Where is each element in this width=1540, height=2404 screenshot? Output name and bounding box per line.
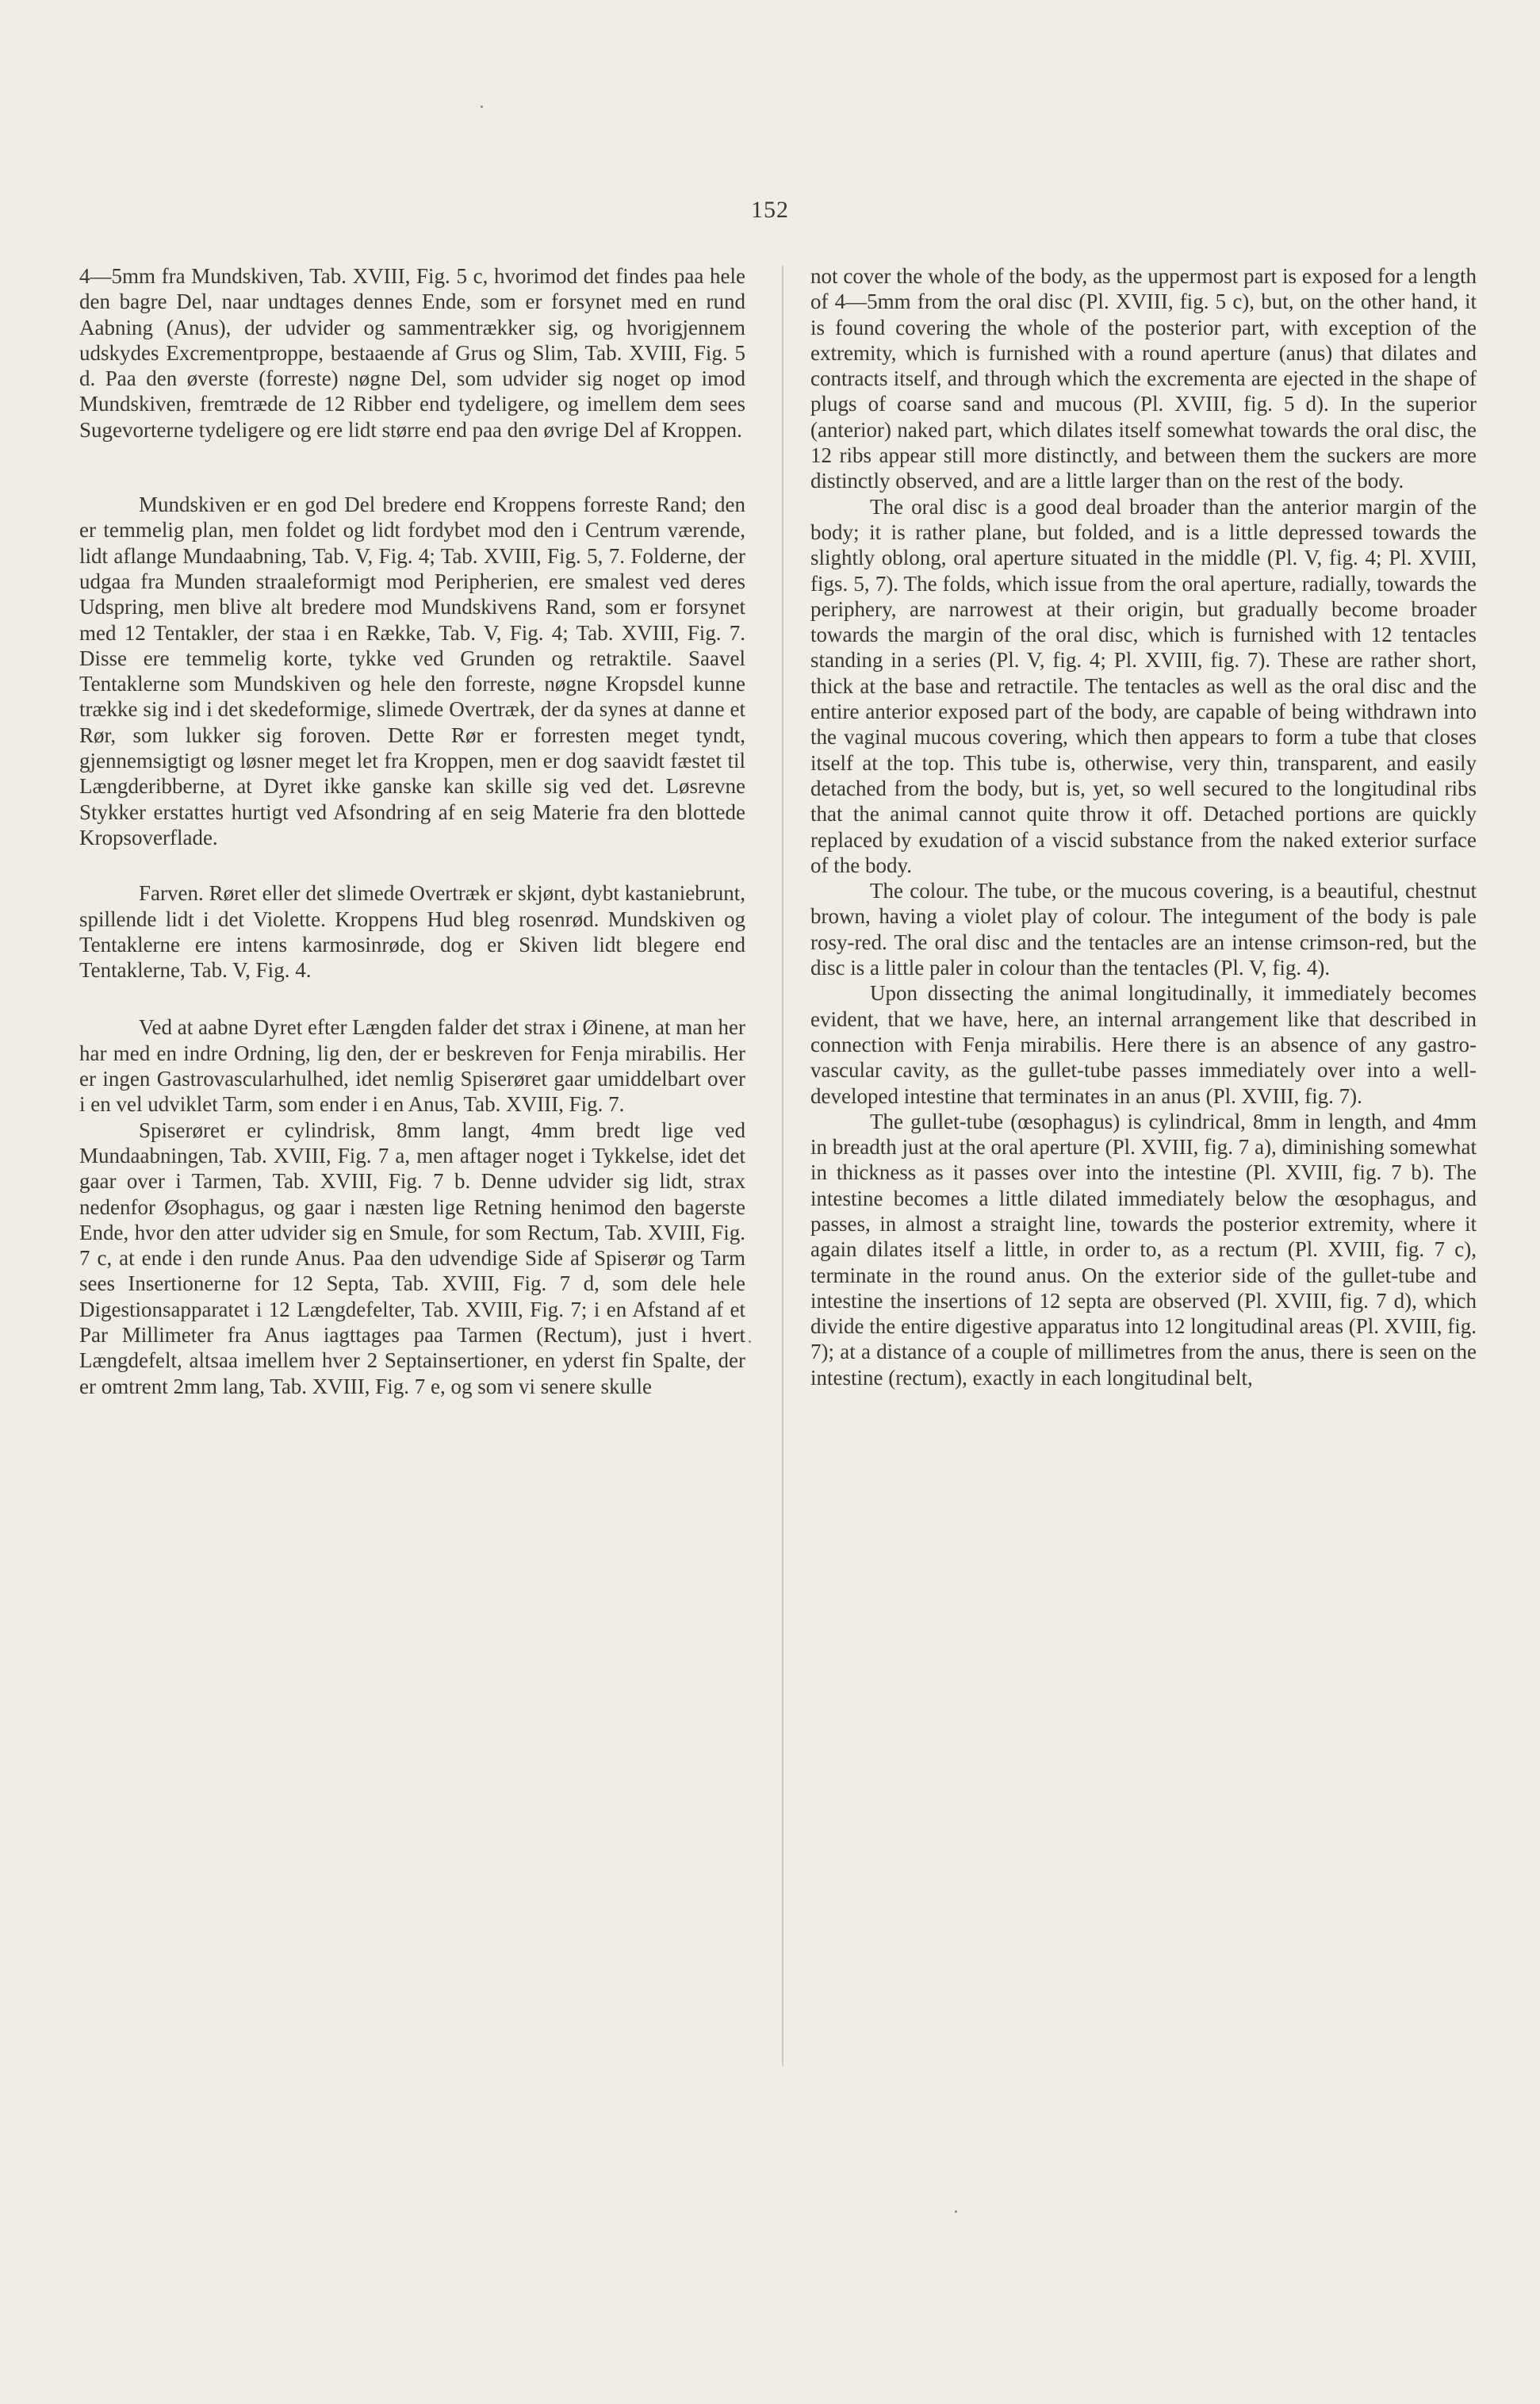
speck-mark: [749, 1340, 751, 1343]
danish-text-column: [79, 263, 745, 1399]
paragraph-mundskiven: Mundskiven er en god Del bredere end Kroppens forreste Rand; den er temmelig plan, men foldet og lidt fordybet mod den i Centrum værende, lidt aflange Mundaabning, Tab. V, Fig. 4; Tab. XVIII, Fig. 5, 7. Folderne, der udgaa fra Munden straaleformigt mod Peripherien, ere smalest ved deres Udspring, men blive alt bredere mod Mundskivens Rand, som er forsynet med 12 Tentakler, der staa i en Række, Tab. V, Fig. 4; Tab. XVIII, Fig. 7. Disse ere temmelig korte, tykke ved Grunden og retraktile. Saavel Tentaklerne som Mundskiven og hele den forreste, nøgne Kropsdel kunne trække sig ind i det skedeformige, slimede Overtræk, der da synes at danne et Rør, som lukker sig foroven. Dette Rør er forresten meget tyndt, gjennemsigtigt og løsner meget let fra Kroppen, men er dog saavidt fæstet til Længderibberne, at Dyret ikke ganske kan skille sig ved det. Løsrevne Stykker erstattes hurtigt ved Afsondring af en seig Materie fra den blottede Kropsoverflade.: [79, 493, 745, 849]
speck-mark: [955, 2210, 957, 2213]
english-text-column: [810, 263, 1477, 1390]
paragraph-gullet-tube: The gullet-tube (œsophagus) is cylindrical, 8mm in length, and 4mm in breadth just at the oral aperture (Pl. XVIII, fig. 7 a), diminishing somewhat in thickness as it passes over into the intestine (Pl. XVIII, fig. 7 b). The intestine becomes a little dilated immediately below the œsophagus, and passes, in almost a straight line, towards the posterior extremity, where it again dilates itself a little, in order to, as a rectum (Pl. XVIII, fig. 7 c), terminate in the round anus. On the exterior side of the gullet-tube and intestine the insertions of 12 septa are observed (Pl. XVIII, fig. 7 d), which divide the entire digestive apparatus into 12 longitudinal areas (Pl. XVIII, fig. 7); at a distance of a couple of millimetres from the anus, there is seen on the intestine (rectum), exactly in each longitudinal belt,: [810, 1109, 1477, 1390]
paragraph-continuation-en: not cover the whole of the body, as the uppermost part is exposed for a length of 4—5mm from the oral disc (Pl. XVIII, fig. 5 c), but, on the other hand, it is found covering the whole of the posterior part, with exception of the extremity, which is furnished with a round aperture (anus) that dilates and contracts itself, and through which the excrementa are ejected in the shape of plugs of coarse sand and mucous (Pl. XVIII, fig. 5 d). In the superior (anterior) naked part, which dilates itself somewhat towards the oral disc, the 12 ribs appear still more distinctly, and between them the suckers are more distinctly observed, and are a little larger than on the rest of the body.: [810, 264, 1477, 493]
paragraph-spiseroret: Spiserøret er cylindrisk, 8mm langt, 4mm bredt lige ved Mundaabningen, Tab. XVIII, Fig. 7 a, men aftager noget i Tykkelse, idet det gaar over i Tarmen, Tab. XVIII, Fig. 7 b. Denne udvider sig lidt, strax nedenfor Øsophagus, og gaar i næsten lige Retning henimod den bagerste Ende, hvor den atter udvider sig en Smule, for som Rectum, Tab. XVIII, Fig. 7 c, at ende i den runde Anus. Paa den udvendige Side af Spiserør og Tarm sees Insertionerne for 12 Septa, Tab. XVIII, Fig. 7 d, som dele hele Digestionsapparatet i 12 Længdefelter, Tab. XVIII, Fig. 7; i en Afstand af et Par Millimeter fra Anus iagttages paa Tarmen (Rectum), just i hvert Længdefelt, altsaa imellem hver 2 Septainsertioner, en yderst fin Spalte, der er omtrent 2mm lang, Tab. XVIII, Fig. 7 e, og som vi senere skulle: [79, 1118, 745, 1398]
paragraph-dissection: Ved at aabne Dyret efter Længden falder det strax i Øinene, at man her har med en indre Ordning, lig den, der er beskreven for Fenja mirabilis. Her er ingen Gastrovascularhulhed, idet nemlig Spiserøret gaar umiddelbart over i en vel udviklet Tarm, som ender i en Anus, Tab. XVIII, Fig. 7.: [79, 1015, 745, 1117]
paragraph-colour: The colour. The tube, or the mucous covering, is a beautiful, chestnut brown, having a violet play of colour. The integument of the body is pale rosy-red. The oral disc and the tentacles are an intense crimson-red, but the disc is a little paler in colour than the tentacles (Pl. V, fig. 4).: [810, 879, 1477, 980]
speck-mark: [481, 105, 483, 108]
paragraph-oral-disc: The oral disc is a good deal broader than the anterior margin of the body; it is rather plane, but folded, and is a little depressed towards the slightly oblong, oral aperture situated in the middle (Pl. V, fig. 4; Pl. XVIII, figs. 5, 7). The folds, which issue from the oral aperture, radially, towards the periphery, are narrowest at their origin, but gradually become broader towards the margin of the oral disc, which is furnished with 12 tentacles standing in a series (Pl. V, fig. 4; Pl. XVIII, fig. 7). These are rather short, thick at the base and retractile. The tentacles as well as the oral disc and the entire anterior exposed part of the body, are capable of being withdrawn into the vaginal mucous covering, which then appears to form a tube that closes itself at the top. This tube is, otherwise, very thin, transparent, and easily detached from the body, but is, yet, so well secured to the longitudinal ribs that the animal cannot quite throw it off. Detached portions are quickly replaced by exudation of a viscid substance from the naked exterior surface of the body.: [810, 494, 1477, 877]
paragraph-farven: Farven. Røret eller det slimede Overtræk er skjønt, dybt kastaniebrunt, spillende lidt i det Violette. Kroppens Hud bleg rosenrød. Mundskiven og Tentaklerne ere intens karmosinrøde, dog er Skiven lidt blegere end Tentaklerne, Tab. V, Fig. 4.: [79, 881, 745, 983]
column-divider: [782, 266, 783, 2066]
paragraph-continuation: 4—5mm fra Mundskiven, Tab. XVIII, Fig. 5 c, hvorimod det findes paa hele den bagre Del, naar undtages dennes Ende, som er forsynet med en rund Aabning (Anus), der udvider og sammentrækker sig, og hvorigjennem udskydes Excrementproppe, bestaaende af Grus og Slim, Tab. XVIII, Fig. 5 d. Paa den øverste (forreste) nøgne Del, som udvider sig noget op imod Mundskiven, fremtræde de 12 Ribber end tydeligere, og imellem dem sees Sugevorterne tydeligere og ere lidt større end paa den øvrige Del af Kroppen.: [79, 264, 745, 442]
page-number: 152: [751, 197, 789, 223]
paragraph-dissecting: Upon dissecting the animal longitudinally, it immediately becomes evident, that we have, here, an internal arrangement like that described in connection with Fenja mirabilis. Here there is an absence of any gastro-vascular cavity, as the gullet-tube passes immediately over into a well-developed intestine that terminates in an anus (Pl. XVIII, fig. 7).: [810, 981, 1477, 1108]
